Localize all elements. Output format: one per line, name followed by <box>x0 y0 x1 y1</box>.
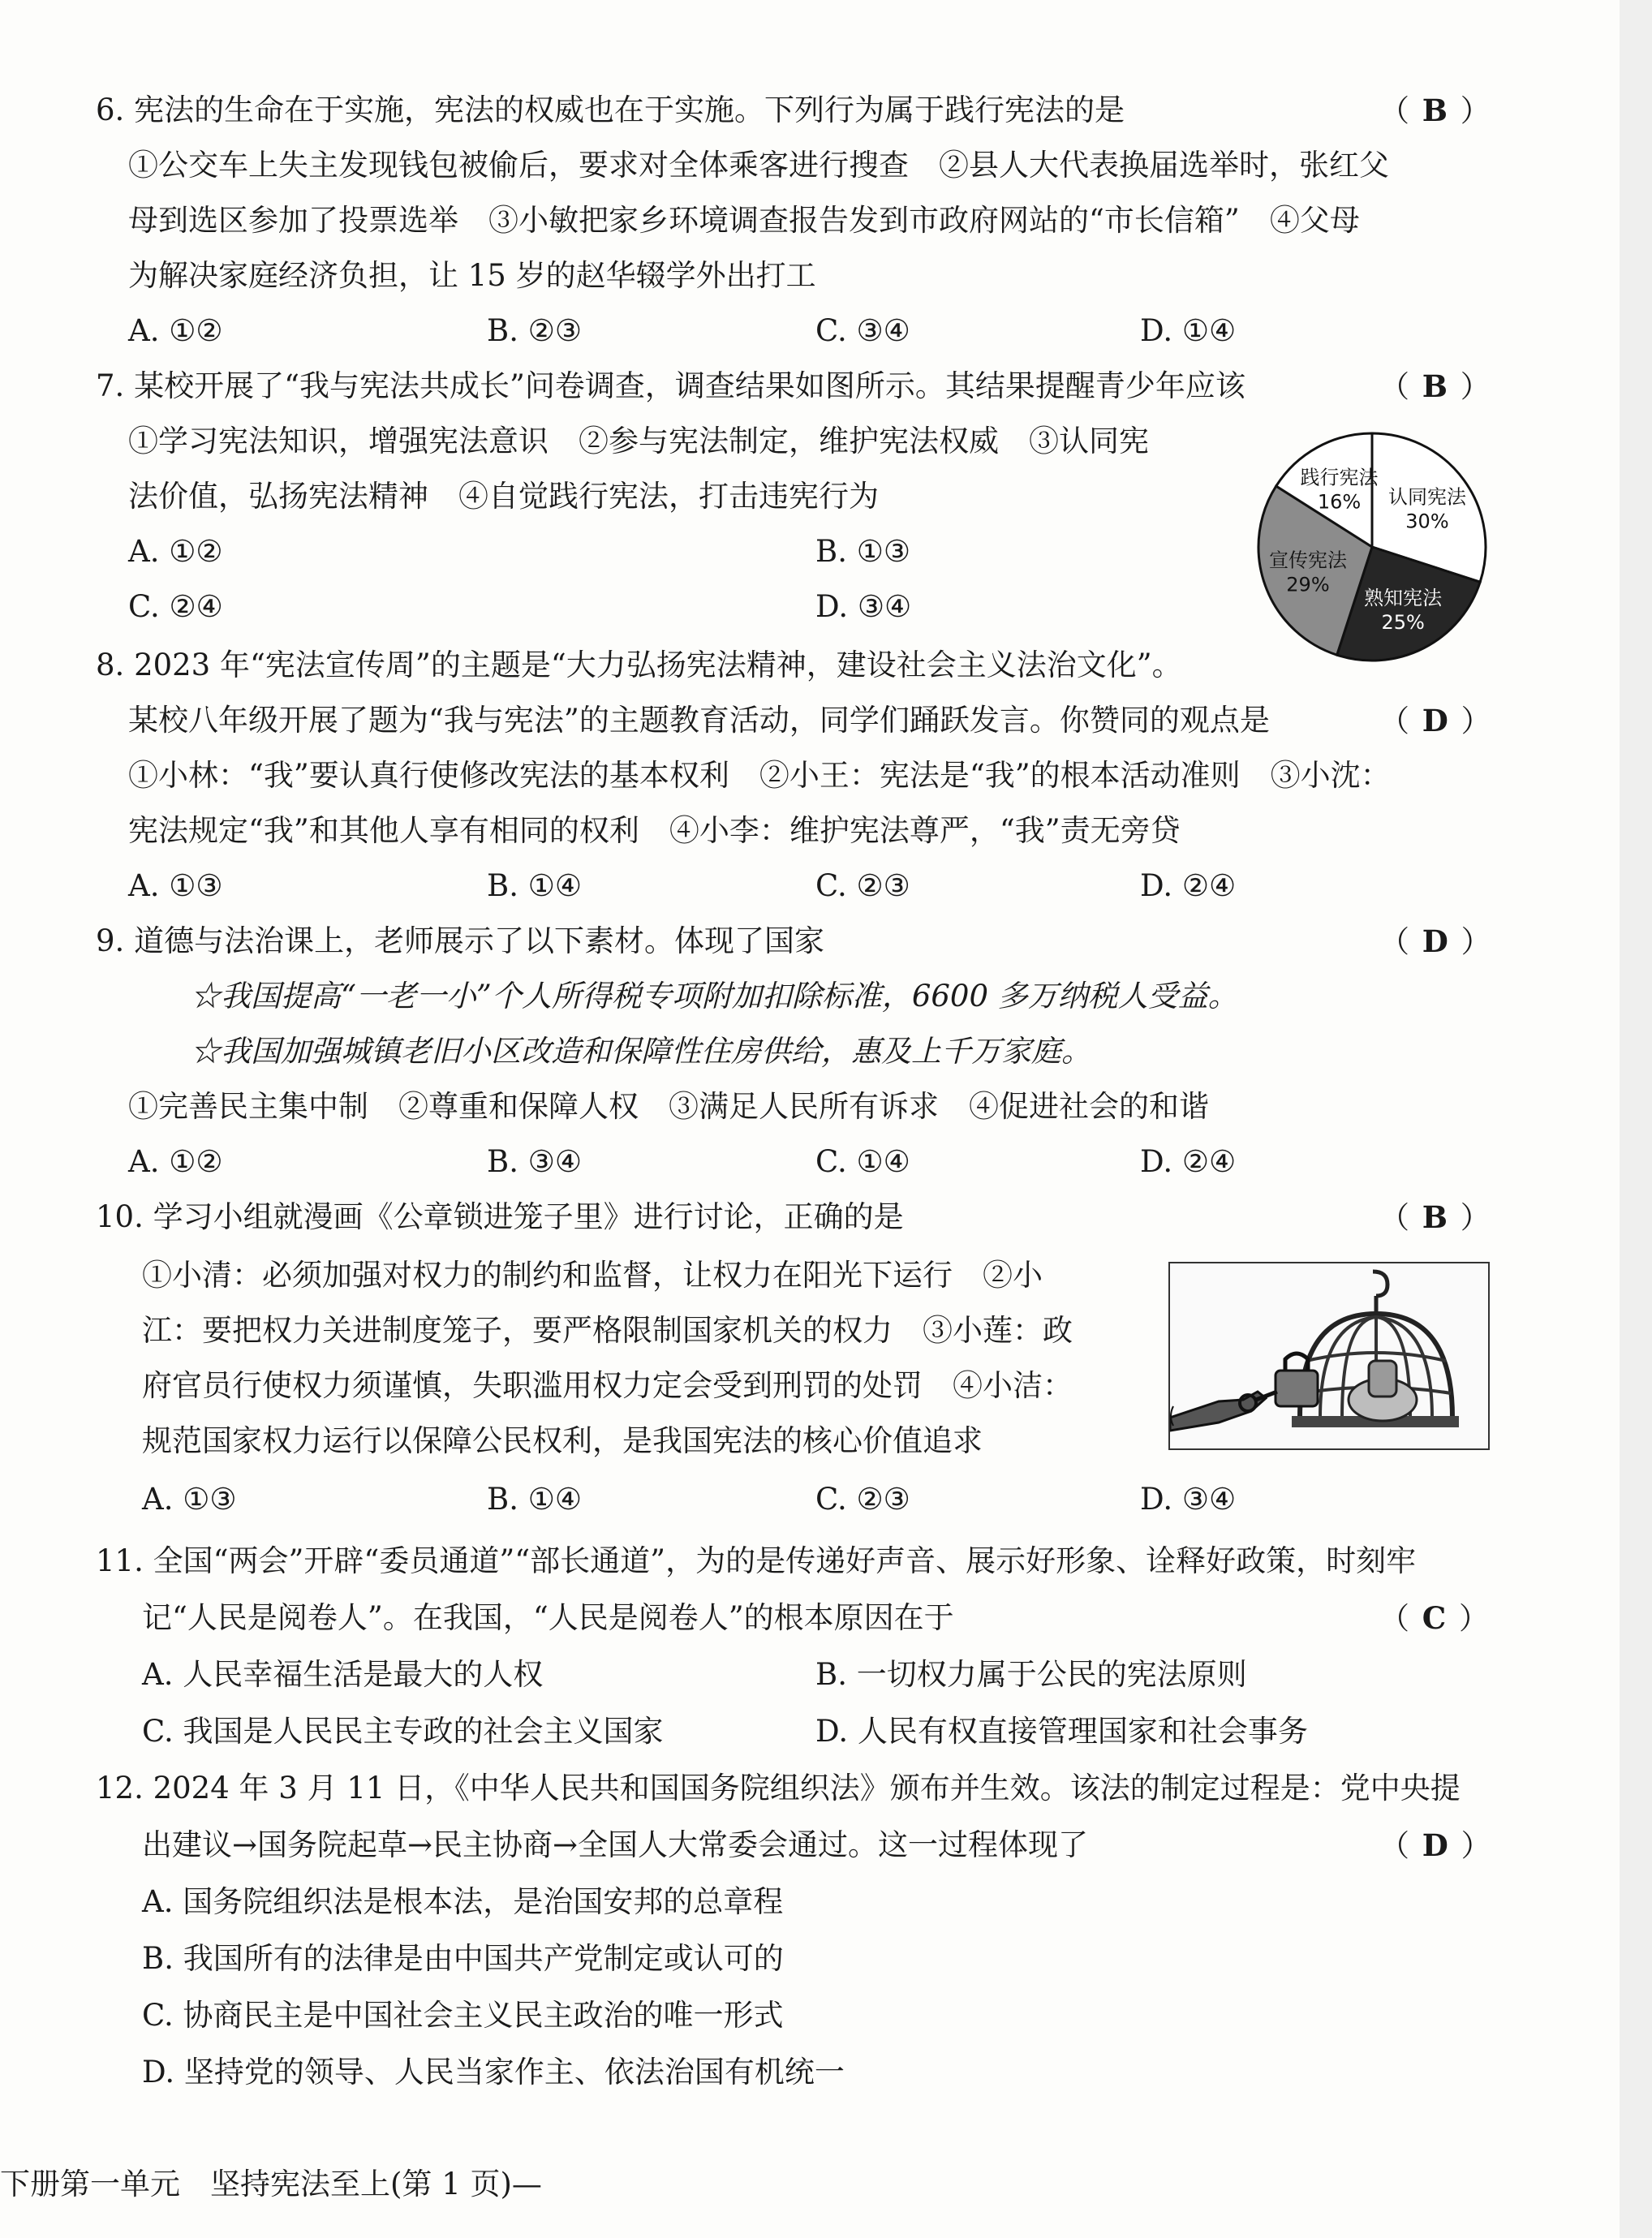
page-edge <box>1620 0 1652 2238</box>
q12-option-d: D. 坚持党的领导、人民当家作主、依法治国有机统一 <box>142 2055 845 2090</box>
q11-stem: 11. 全国“两会”开辟“委员通道”“部长通道”，为的是传递好声音、展示好形象、诠释好政策，时刻牢 <box>96 1543 1417 1578</box>
q10-option-b: B. ①④ <box>487 1482 583 1517</box>
q12-stem-cont: 出建议→国务院起草→民主协商→全国人大常委会通过。这一过程体现了 <box>142 1827 1089 1862</box>
q6-answer: （ B ） <box>1379 93 1492 128</box>
q7-body-line: ①学习宪法知识，增强宪法意识 ②参与宪法制定，维护宪法权威 ③认同宪 <box>128 424 1149 458</box>
pie-slice-value: 30% <box>1405 510 1449 533</box>
q6-stem: 6. 宪法的生命在于实施，宪法的权威也在于实施。下列行为属于践行宪法的是 <box>96 93 1125 127</box>
q8-option-a: A. ①③ <box>128 868 223 903</box>
survey-pie-chart <box>1254 428 1491 665</box>
q6-option-d: D. ①④ <box>1140 313 1237 348</box>
cartoon-seal-in-cage <box>1168 1262 1490 1450</box>
q10-stem: 10. 学习小组就漫画《公章锁进笼子里》进行讨论，正确的是 <box>96 1199 904 1234</box>
q6-body-line: 为解决家庭经济负担，让 15 岁的赵华辍学外出打工 <box>128 258 816 293</box>
q8-answer: （ D ） <box>1379 703 1493 738</box>
q8-option-d: D. ②④ <box>1140 868 1237 903</box>
q9-answer: （ D ） <box>1379 923 1493 959</box>
q12-option-c: C. 协商民主是中国社会主义民主政治的唯一形式 <box>142 1998 784 2033</box>
q10-option-d: D. ③④ <box>1140 1482 1237 1517</box>
q12-stem: 12. 2024 年 3 月 11 日，《中华人民共和国国务院组织法》颁布并生效。该法的制定过程是：党中央提 <box>96 1771 1461 1805</box>
q11-option-c: C. 我国是人民民主专政的社会主义国家 <box>142 1714 664 1749</box>
q9-material: ☆我国提高“一老一小”个人所得税专项附加扣除标准，6600 多万纳税人受益。 <box>191 979 1238 1014</box>
q10-answer: （ B ） <box>1379 1199 1492 1235</box>
page-footer: 下册第一单元 坚持宪法至上(第 1 页)— <box>0 2167 542 2201</box>
q9-option-a: A. ①② <box>128 1144 223 1179</box>
pie-slice-label: 熟知宪法 <box>1364 586 1443 609</box>
q6-option-c: C. ③④ <box>815 313 910 348</box>
q12-option-b: B. 我国所有的法律是由中国共产党制定或认可的 <box>142 1941 784 1976</box>
q10-body-line: 府官员行使权力须谨慎，失职滥用权力定会受到刑罚的处罚 ④小洁： <box>142 1368 1073 1403</box>
pie-slice-label: 认同宪法 <box>1387 485 1466 509</box>
q6-option-b: B. ②③ <box>487 313 583 348</box>
q11-option-a: A. 人民幸福生活是最大的人权 <box>142 1657 544 1692</box>
q12-answer: （ D ） <box>1379 1827 1493 1863</box>
q10-body-line: ①小清：必须加强对权力的制约和监督，让权力在阳光下运行 ②小 <box>142 1258 1043 1293</box>
q8-stem: 8. 2023 年“宪法宣传周”的主题是“大力弘扬宪法精神，建设社会主义法治文化”。 <box>96 648 1182 682</box>
q10-body-line: 规范国家权力运行以保障公民权利，是我国宪法的核心价值追求 <box>142 1423 983 1458</box>
q9-option-b: B. ③④ <box>487 1144 583 1179</box>
q12-option-a: A. 国务院组织法是根本法，是治国安邦的总章程 <box>142 1884 784 1919</box>
q8-option-b: B. ①④ <box>487 868 583 903</box>
pie-slice-label: 宣传宪法 <box>1268 549 1347 572</box>
q7-answer: （ B ） <box>1379 368 1492 404</box>
q9-option-c: C. ①④ <box>815 1144 910 1179</box>
q8-stem-cont: 某校八年级开展了题为“我与宪法”的主题教育活动，同学们踊跃发言。你赞同的观点是 <box>128 703 1270 738</box>
q7-option-c: C. ②④ <box>128 589 223 624</box>
q7-stem: 7. 某校开展了“我与宪法共成长”问卷调查，调查结果如图所示。其结果提醒青少年应该 <box>96 368 1245 403</box>
q11-option-d: D. 人民有权直接管理国家和社会事务 <box>815 1714 1308 1749</box>
q11-stem-cont: 记“人民是阅卷人”。在我国，“人民是阅卷人”的根本原因在于 <box>142 1600 954 1635</box>
q9-stem: 9. 道德与法治课上，老师展示了以下素材。体现了国家 <box>96 923 825 958</box>
pie-slice-value: 16% <box>1317 490 1362 514</box>
q9-body-line: ①完善民主集中制 ②尊重和保障人权 ③满足人民所有诉求 ④促进社会的和谐 <box>128 1089 1209 1124</box>
q10-body-line: 江：要把权力关进制度笼子，要严格限制国家机关的权力 ③小莲：政 <box>142 1313 1073 1348</box>
q8-body-line: 宪法规定“我”和其他人享有相同的权利 ④小李：维护宪法尊严，“我”责无旁贷 <box>128 813 1181 848</box>
pie-slice-label: 践行宪法 <box>1300 466 1379 489</box>
q7-option-a: A. ①② <box>128 534 223 569</box>
q6-body-line: ①公交车上失主发现钱包被偷后，要求对全体乘客进行搜查 ②县人大代表换届选举时，张红父 <box>128 148 1389 183</box>
q10-option-c: C. ②③ <box>815 1482 910 1517</box>
q11-answer: （ C ） <box>1379 1600 1491 1636</box>
q6-body-line: 母到选区参加了投票选举 ③小敏把家乡环境调查报告发到市政府网站的“市长信箱” ④父母 <box>128 203 1360 238</box>
q8-option-c: C. ②③ <box>815 868 910 903</box>
q9-material: ☆我国加强城镇老旧小区改造和保障性住房供给，惠及上千万家庭。 <box>191 1034 1091 1069</box>
pie-slice-value: 25% <box>1381 610 1425 634</box>
q7-option-d: D. ③④ <box>815 589 912 624</box>
q7-body-line: 法价值，弘扬宪法精神 ④自觉践行宪法，打击违宪行为 <box>128 479 879 514</box>
pie-slice-value: 29% <box>1286 573 1330 596</box>
q10-option-a: A. ①③ <box>142 1482 237 1517</box>
q8-body-line: ①小林：“我”要认真行使修改宪法的基本权利 ②小王：宪法是“我”的根本活动准则 ③小沈： <box>128 758 1391 793</box>
q6-option-a: A. ①② <box>128 313 223 348</box>
q9-option-d: D. ②④ <box>1140 1144 1237 1179</box>
q7-option-b: B. ①③ <box>815 534 911 569</box>
q11-option-b: B. 一切权力属于公民的宪法原则 <box>815 1657 1247 1692</box>
